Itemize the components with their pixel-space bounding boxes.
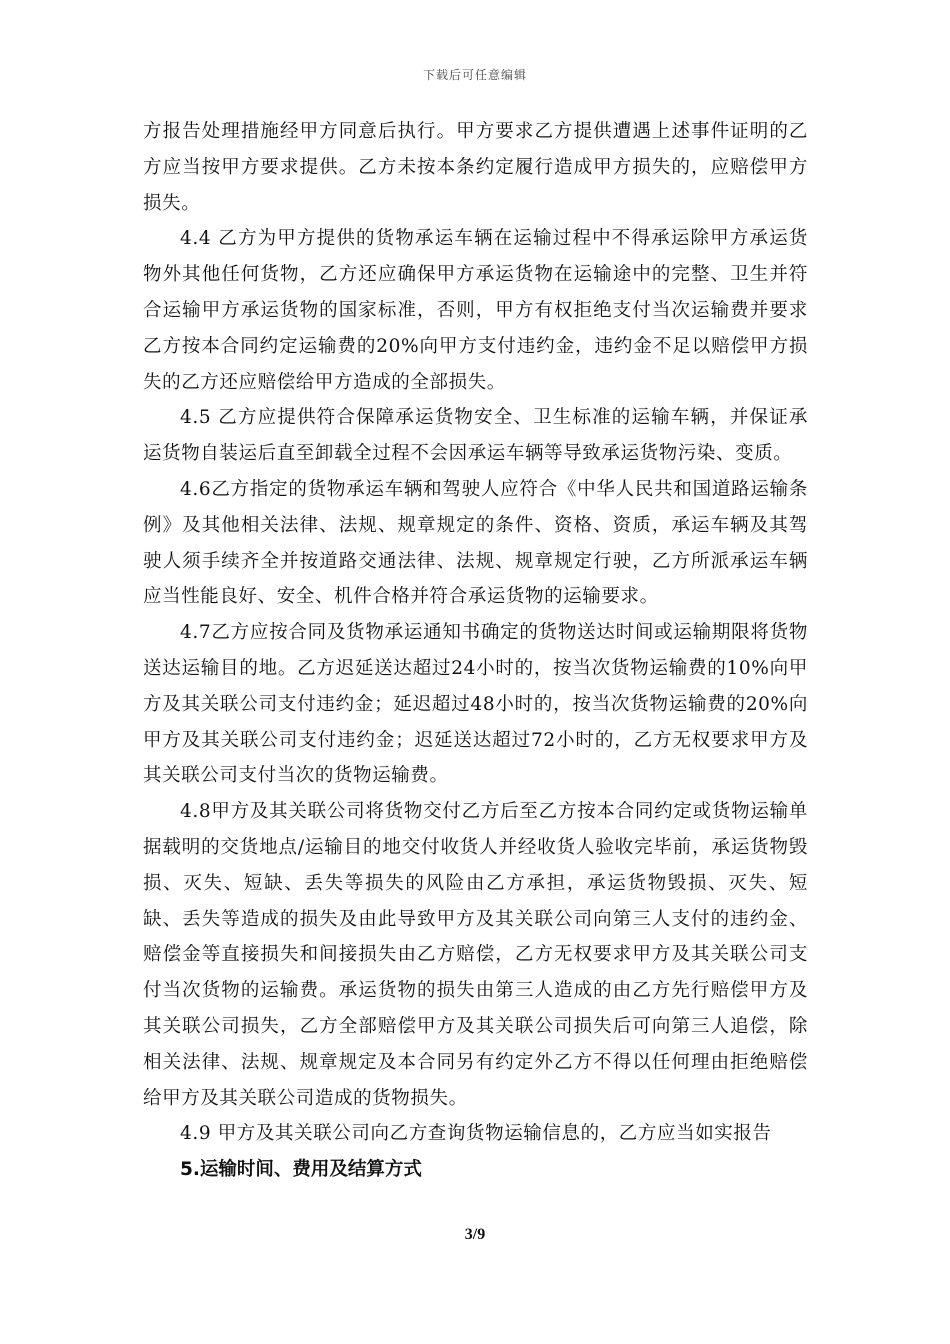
paragraph-clause-4-5: 4.5 乙方应提供符合保障承运货物安全、卫生标准的运输车辆，并保证承运货物自装运后直至卸载全过程不会因承运车辆等导致承运货物污染、变质。 xyxy=(143,407,808,465)
total-pages: 9 xyxy=(477,1226,486,1243)
section-heading: 5.运输时间、费用及结算方式 xyxy=(180,1159,422,1181)
paragraph-clause-4-7: 4.7乙方应按合同及货物承运通知书确定的货物送达时间或运输期限将货物送达运输目的地。乙方迟延送达超过24小时的，按当次货物运输费的10%向甲方及其关联公司支付违约金；延迟超过48小时的，按当次货物运输费的20%向甲方及其关联公司支付违约金；迟延送达超过72小时的，乙方无权要求甲方及其关联公司支付当次的货物运输费。 xyxy=(143,622,808,787)
document-body xyxy=(143,114,808,1188)
page-separator: / xyxy=(472,1226,478,1243)
current-page: 3 xyxy=(464,1226,473,1243)
page-header: 下载后可任意编辑 xyxy=(422,68,527,82)
paragraph-clause-4-4: 4.4 乙方为甲方提供的货物承运车辆在运输过程中不得承运除甲方承运货物外其他任何货物，乙方还应确保甲方承运货物在运输途中的完整、卫生并符合运输甲方承运货物的国家标准，否则，甲方有权拒绝支付当次运输费并要求乙方按本合同约定运输费的20%向甲方支付违约金，违约金不足以赔偿甲方损失的乙方还应赔偿给甲方造成的全部损失。 xyxy=(143,228,808,393)
paragraph-clause-4-9: 4.9 甲方及其关联公司向乙方查询货物运输信息的，乙方应当如实报告 xyxy=(180,1123,772,1145)
paragraph-clause-4-6: 4.6乙方指定的货物承运车辆和驾驶人应符合《中华人民共和国道路运输条例》及其他相关法律、法规、规章规定的条件、资格、资质，承运车辆及其驾驶人须手续齐全并按道路交通法律、法规、规章规定行驶，乙方所派承运车辆应当性能良好、安全、机件合格并符合承运货物的运输要求。 xyxy=(143,478,808,608)
paragraph-continuation: 方报告处理措施经甲方同意后执行。甲方要求乙方提供遭遇上述事件证明的乙方应当按甲方要求提供。乙方未按本条约定履行造成甲方损失的，应赔偿甲方损失。 xyxy=(143,121,808,214)
page-number xyxy=(0,1226,950,1244)
paragraph-clause-4-8: 4.8甲方及其关联公司将货物交付乙方后至乙方按本合同约定或货物运输单据载明的交货地点/运输目的地交付收货人并经收货人验收完毕前，承运货物毁损、灭失、短缺、丢失等损失的风险由乙方承担，承运货物毁损、灭失、短缺、丢失等造成的损失及由此导致甲方及其关联公司向第三人支付的违约金、赔偿金等直接损失和间接损失由乙方赔偿，乙方无权要求甲方及其关联公司支付当次货物的运输费。承运货物的损失由第三人造成的由乙方先行赔偿甲方及其关联公司损失，乙方全部赔偿甲方及其关联公司损失后可向第三人追偿，除相关法律、法规、规章规定及本合同另有约定外乙方不得以任何理由拒绝赔偿给甲方及其关联公司造成的货物损失。 xyxy=(143,801,808,1109)
